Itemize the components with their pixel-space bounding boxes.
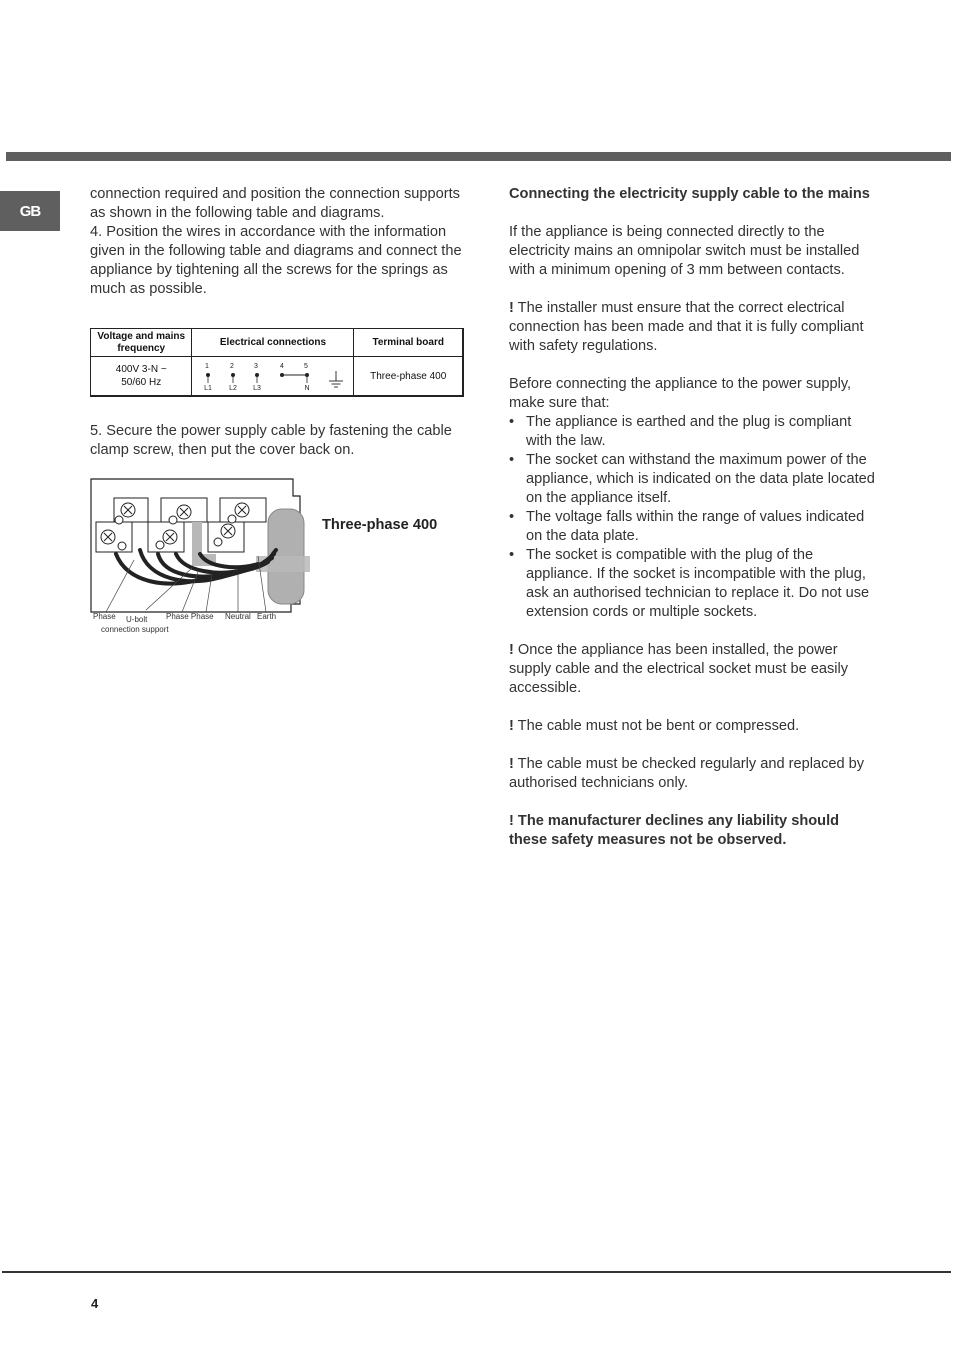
page-number: 4 (91, 1296, 99, 1311)
warning: ! The cable must not be bent or compressed. (509, 718, 800, 734)
voltage-cell (91, 357, 192, 397)
terminal-number: 2 (230, 363, 235, 370)
label-neutral: Neutral (225, 612, 251, 621)
warning: ! Once the appliance has been installed, the power supply cable and the electrical socket must be easily accessible. (509, 642, 849, 696)
list-item: • The voltage falls within the range of values indicated on the data plate. (509, 508, 881, 546)
list-item: • The socket is compatible with the plug of the appliance. If the socket is incompatible with the plug, ask an authorised technician to replace it. Do not use extension cords or multiple sockets. (509, 546, 881, 622)
language-tab: GB (0, 191, 60, 231)
right-column (509, 185, 881, 850)
step-5 (90, 422, 465, 460)
liability-warning: ! The manufacturer declines any liability should these safety measures not be observed. (509, 813, 840, 848)
warning-mark: ! (509, 642, 514, 658)
table-header-row (91, 329, 464, 357)
paragraph: If the appliance is being connected directly to the electricity mains an omnipolar switch must be installed with a minimum opening of 3 mm between contacts. (509, 224, 860, 278)
terminal-diagram-cell (192, 357, 354, 397)
column-header: Voltage and mains frequency (91, 329, 192, 357)
connection-table (90, 328, 464, 397)
label-u-bolt: U-bolt (126, 615, 148, 624)
warning: ! The installer must ensure that the correct electrical connection has been made and that it is fully compliant with safety regulations. (509, 300, 864, 354)
warning-mark: ! (509, 756, 514, 772)
diagram-title: Three-phase 400 (322, 517, 438, 533)
list-item: • The appliance is earthed and the plug is compliant with the law. (509, 413, 881, 451)
top-rule (6, 152, 951, 161)
label-phase-phase: Phase Phase (166, 612, 214, 621)
label-earth: Earth (257, 612, 277, 621)
terminal-number: 4 (280, 363, 285, 370)
terminal-wiring-diagram (192, 357, 352, 395)
section-heading: Connecting the electricity supply cable to the mains (509, 186, 870, 202)
terminal-label: L3 (253, 385, 262, 392)
paragraph: 5. Secure the power supply cable by fastening the cable clamp screw, then put the cover back on. (90, 423, 452, 458)
warning-mark: ! (509, 300, 514, 316)
paragraph: Before connecting the appliance to the power supply, make sure that: (509, 376, 852, 411)
table-row (91, 357, 464, 397)
terminal-label: N (304, 385, 310, 392)
warning: ! The cable must be checked regularly and replaced by authorised technicians only. (509, 756, 865, 791)
terminal-label: L2 (229, 385, 238, 392)
terminal-board-cell: Three-phase 400 (354, 357, 463, 397)
paragraph: 4. Position the wires in accordance with the information given in the following table and diagrams and connect the appliance by tightening all the screws for the springs as much as possible. (90, 224, 462, 297)
list-item: • The socket can withstand the maximum power of the appliance, which is indicated on the data plate located on the appliance itself. (509, 451, 881, 508)
terminal-number: 3 (254, 363, 259, 370)
column-header: Terminal board (354, 329, 463, 357)
left-column (90, 185, 465, 299)
voltage-value: 400V 3-N ~ 50/60 Hz (115, 364, 167, 388)
label-connection-support: connection support (101, 625, 169, 634)
earth-icon (329, 371, 343, 387)
terminal-label: L1 (204, 385, 213, 392)
checklist (509, 413, 881, 622)
paragraph: connection required and position the connection supports as shown in the following table and diagrams. (90, 186, 460, 221)
terminal-number: 1 (205, 363, 210, 370)
bottom-rule (2, 1271, 951, 1273)
column-header: Electrical connections (192, 329, 354, 357)
terminal-number: 5 (304, 363, 309, 370)
label-phase: Phase (93, 612, 116, 621)
warning-mark: ! (509, 718, 514, 734)
terminal-board-illustration (88, 476, 310, 642)
